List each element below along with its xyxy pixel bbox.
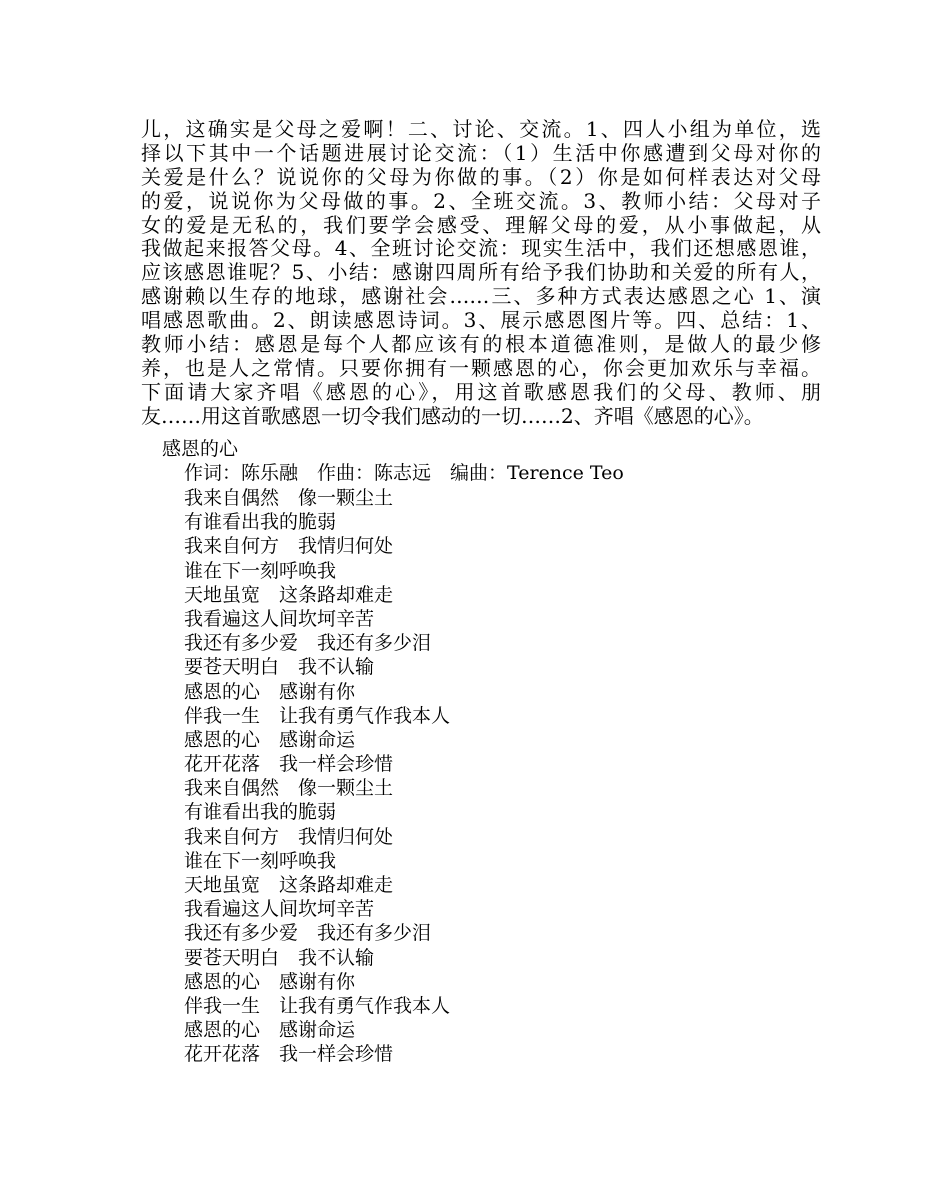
lyric-line: 感恩的心 感谢命运 [184,728,356,751]
paragraph-line: 养，也是人之常情。只要你拥有一颗感恩的心，你会更加欢乐与幸福。 [141,355,821,380]
lyric-line: 花开花落 我一样会珍惜 [184,753,394,776]
lyric-line: 感恩的心 感谢命运 [184,1019,356,1042]
lyric-line: 我来自偶然 像一颗尘土 [184,487,394,509]
paragraph-line: 下面请大家齐唱《感恩的心》，用这首歌感恩我们的父母、教师、朋 [141,379,821,404]
paragraph-line: 择以下其中一个话题进展讨论交流：（1）生活中你感遭到父母对你的 [141,140,821,165]
lyric-line: 伴我一生 让我有勇气作我本人 [184,704,451,727]
lyric-line: 天地虽宽 这条路却难走 [184,874,394,896]
lesson-paragraph [141,118,821,429]
lyric-line: 要苍天明白 我不认输 [184,656,375,679]
lyric-line: 要苍天明白 我不认输 [184,946,375,969]
paragraph-line: 友……用这首歌感恩一切令我们感动的一切……2、齐唱《感恩的心》。 [141,403,764,428]
lyric-line: 我看遍这人间坎坷辛苦 [184,607,375,630]
lyric-line: 天地虽宽 这条路却难走 [184,583,394,606]
lyric-line: 花开花落 我一样会珍惜 [184,1043,394,1066]
lyric-line: 我还有多少爱 我还有多少泪 [184,922,432,945]
paragraph-line: 感谢赖以生存的地球，感谢社会……三、多种方式表达感恩之心 1、演 [141,284,821,309]
paragraph-line: 关爱是什么？说说你的父母为你做的事。（2）你是如何样表达对父母 [141,164,821,189]
song-title: 感恩的心 [162,438,239,460]
lyric-line: 谁在下一刻呼唤我 [184,849,337,872]
paragraph-line: 的爱，说说你为父母做的事。2、全班交流。3、教师小结：父母对子 [141,188,821,213]
paragraph-line: 女的爱是无私的，我们要学会感受、理解父母的爱，从小事做起，从 [141,212,821,237]
lyric-line: 有谁看出我的脆弱 [184,511,337,534]
lyric-line: 感恩的心 感谢有你 [184,970,356,993]
lyric-line: 感恩的心 感谢有你 [184,680,356,703]
paragraph-line: 教师小结：感恩是每个人都应该有的根本道德准则，是做人的最少修 [141,332,821,357]
lyric-line: 我看遍这人间坎坷辛苦 [184,898,375,921]
lyric-line: 我来自何方 我情归何处 [184,535,394,558]
lyric-line: 我来自偶然 像一颗尘土 [184,777,394,800]
lyric-line: 谁在下一刻呼唤我 [184,559,337,582]
song-credits: 作词：陈乐融 作曲：陈志远 编曲：Terence Teo [184,462,624,484]
lyric-line: 我还有多少爱 我还有多少泪 [184,632,432,655]
lyrics-list [184,486,450,1067]
lyric-line: 有谁看出我的脆弱 [184,801,337,824]
paragraph-line: 唱感恩歌曲。2、朗读感恩诗词。3、展示感恩图片等。四、总结：1、 [141,308,821,333]
paragraph-line: 儿，这确实是父母之爱啊！二、讨论、交流。1、四人小组为单位，选 [141,117,821,141]
lyric-line: 伴我一生 让我有勇气作我本人 [184,994,451,1017]
paragraph-line: 我做起来报答父母。4、全班讨论交流：现实生活中，我们还想感恩谁， [141,236,821,261]
lyric-line: 我来自何方 我情归何处 [184,825,394,848]
paragraph-line: 应该感恩谁呢？5、小结：感谢四周所有给予我们协助和关爱的所有人， [141,260,821,285]
